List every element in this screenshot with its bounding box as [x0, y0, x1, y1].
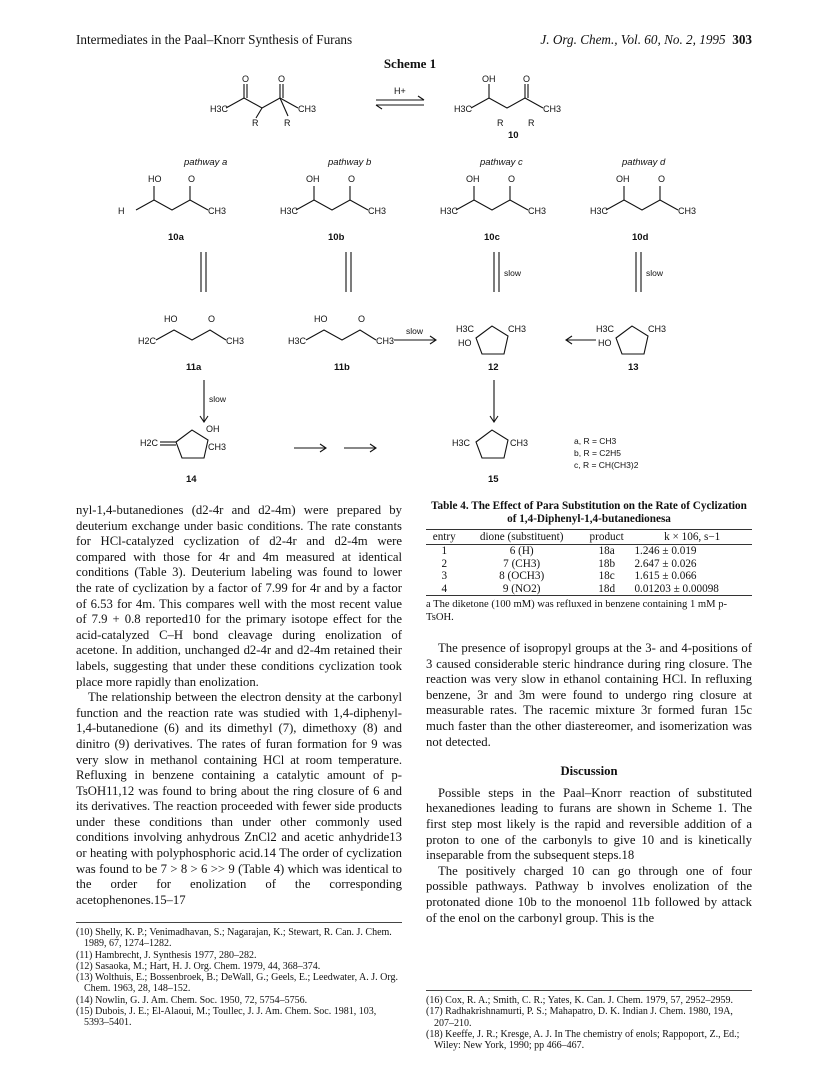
svg-text:H3C: H3C: [596, 324, 615, 334]
svg-text:CH3: CH3: [678, 206, 697, 216]
cell: 2.647 ± 0.026: [634, 557, 697, 570]
svg-text:H3C: H3C: [280, 206, 299, 216]
scheme-title: Scheme 1: [383, 56, 437, 71]
table-row: [426, 558, 752, 571]
cell: 0.01203 ± 0.00098: [632, 583, 752, 596]
footnotes-right: [426, 990, 752, 1051]
svg-text:CH3: CH3: [528, 206, 547, 216]
svg-text:R: R: [528, 118, 535, 128]
svg-text:OH: OH: [616, 174, 630, 184]
cell: 4: [426, 583, 462, 596]
journal-citation: J. Org. Chem., Vol. 60, No. 2, 1995: [540, 32, 726, 47]
svg-text:O: O: [242, 74, 250, 84]
reference: (14) Nowlin, G. J. Am. Chem. Soc. 1950, 72, 5754–5756.: [76, 994, 308, 1006]
paragraph: Possible steps in the Paal–Knorr reaction of substituted hexanediones leading to furans are shown in Scheme 1. The first step most likely is the rapid and reversible addition of a proton to one of the carbonyls to give 10 and is kinetically inseparable from the subsequent steps.18: [426, 785, 752, 863]
svg-text:OH: OH: [206, 424, 220, 434]
svg-text:HO: HO: [598, 338, 612, 348]
compound-label: 15: [488, 474, 499, 485]
svg-text:H3C: H3C: [210, 104, 229, 114]
legend-c: c, R = CH(CH3)2: [574, 460, 639, 470]
table-title: Table 4. The Effect of Para Substitution on the Rate of Cyclization of 1,4-Diphenyl-1,4-butanedionesa: [431, 500, 747, 525]
pathway-b-label: pathway b: [328, 157, 372, 168]
svg-text:H2C: H2C: [140, 438, 159, 448]
compound-label: 10c: [484, 232, 500, 243]
svg-text:O: O: [348, 174, 356, 184]
svg-text:OH: OH: [482, 74, 496, 84]
cell: 9 (NO2): [462, 583, 580, 596]
cell: 6 (H): [509, 545, 534, 557]
paragraph: The relationship between the electron density at the carbonyl function and the reaction rate was studied with 1,4-diphenyl-1,4-butanedione (6) and its dimethyl (7), dimethoxy (8) and dinitro (9) derivatives. The rates of furan formation for 9 was very slow in methanol containing HCl at room temperature. Refluxing in benzene containing a catalytic amount of p-TsOH11,12 was found to bring about the ring closure of 6 and its derivatives. The reaction proceeded with fewer side products under these conditions than under other commonly used conditions involving anhydrous ZnCl2 and acetic anhydride13 or heating with polyphosphoric acid.14 The order of cyclization was found to be 7 > 8 > 6 >> 9 (Table 4) which was identical to the order for enolization of the corresponding acetophenones.15–17: [76, 690, 402, 907]
table-row: [426, 545, 752, 558]
compound-label: 10: [508, 130, 519, 141]
compound-label: 11a: [186, 362, 202, 373]
svg-text:O: O: [208, 314, 216, 324]
svg-text:O: O: [278, 74, 286, 84]
svg-text:OH: OH: [306, 174, 320, 184]
col-rate: k × 106, s−1: [632, 530, 752, 545]
col-entry: entry: [426, 530, 462, 545]
footnotes-left: [76, 922, 402, 1029]
cell: 18b: [598, 557, 616, 570]
svg-text:CH3: CH3: [226, 336, 245, 346]
svg-text:O: O: [358, 314, 366, 324]
running-header-title: Intermediates in the Paal–Knorr Synthesis of Furans: [76, 32, 353, 47]
legend-a: a, R = CH3: [574, 436, 617, 446]
cell: 18c: [598, 570, 615, 582]
page-number: 303: [732, 32, 752, 47]
reference: (10) Shelly, K. P.; Venimadhavan, S.; Nagarajan, K.; Stewart, R. Can. J. Chem. 1989, 67, 1274–1282.: [76, 927, 392, 950]
section-heading: Discussion: [560, 764, 618, 779]
col-product: product: [581, 530, 633, 545]
svg-text:CH3: CH3: [648, 324, 667, 334]
paragraph: The positively charged 10 can go through one of four possible pathways. Pathway b involves enolization of the protonated dione 10b to the monoenol 11b followed by attack of the enol on the carbonyl group. This is the: [426, 863, 752, 925]
svg-text:H3C: H3C: [452, 438, 471, 448]
scheme-1-diagram: [76, 70, 752, 490]
legend-b: b, R = C2H5: [574, 448, 622, 458]
cell: 8 (OCH3): [499, 570, 545, 582]
table-header-row: [426, 530, 752, 545]
svg-text:H3C: H3C: [590, 206, 609, 216]
right-column-text: [426, 641, 752, 926]
svg-text:CH3: CH3: [510, 438, 529, 448]
table-row: [426, 583, 752, 596]
svg-text:O: O: [658, 174, 666, 184]
slow-label-d: slow: [646, 268, 664, 278]
compound-label: 13: [628, 362, 639, 373]
svg-text:R: R: [284, 118, 291, 128]
compound-label: 10a: [168, 232, 184, 243]
compound-label: 11b: [334, 362, 350, 373]
reference: (15) Dubois, J. E.; El-Alaoui, M.; Toullec, J. J. Am. Chem. Soc. 1981, 103, 5393–5401.: [76, 1006, 377, 1029]
svg-text:O: O: [523, 74, 531, 84]
pathway-d-label: pathway d: [622, 157, 666, 168]
svg-text:H: H: [118, 206, 125, 216]
svg-text:H3C: H3C: [288, 336, 307, 346]
svg-text:HO: HO: [148, 174, 162, 184]
reference: (18) Keeffe, J. R.; Kresge, A. J. In The chemistry of enols; Rappoport, Z., Ed.; Wiley: New York, 1990; pp 466–467.: [426, 1028, 740, 1052]
svg-text:CH3: CH3: [376, 336, 395, 346]
svg-text:R: R: [497, 118, 504, 128]
table-row: [426, 570, 752, 583]
svg-text:HO: HO: [164, 314, 178, 324]
slow-label-11b: slow: [406, 326, 424, 336]
slow-label-c: slow: [504, 268, 522, 278]
svg-text:H3C: H3C: [440, 206, 459, 216]
left-column-text: [76, 503, 402, 908]
svg-text:R: R: [252, 118, 259, 128]
compound-label: 14: [186, 474, 197, 485]
svg-text:OH: OH: [466, 174, 480, 184]
svg-text:H3C: H3C: [456, 324, 475, 334]
rate-table: [426, 529, 752, 596]
svg-text:CH3: CH3: [368, 206, 387, 216]
svg-text:HO: HO: [458, 338, 472, 348]
table-footnote: a The diketone (100 mM) was refluxed in benzene containing 1 mM p-TsOH.: [426, 599, 728, 623]
pathway-a-label: pathway a: [184, 157, 228, 168]
svg-text:HO: HO: [314, 314, 328, 324]
cell: 2: [441, 557, 448, 570]
cell: 7 (CH3): [503, 557, 541, 570]
compound-label: 12: [488, 362, 499, 373]
cell: 3: [441, 570, 448, 582]
reference: (17) Radhakrishnamurti, P. S.; Mahapatro, D. K. Indian J. Chem. 1980, 19A, 207–210.: [426, 1006, 733, 1029]
svg-text:CH3: CH3: [508, 324, 527, 334]
compound-label: 10b: [328, 232, 345, 243]
cell: 1.246 ± 0.019: [634, 545, 697, 557]
col-dione: dione (substituent): [462, 530, 580, 545]
compound-label: 10d: [632, 232, 649, 243]
svg-text:CH3: CH3: [298, 104, 317, 114]
svg-text:CH3: CH3: [208, 442, 227, 452]
reference: (16) Cox, R. A.; Smith, C. R.; Yates, K. Can. J. Chem. 1979, 57, 2952–2959.: [426, 995, 733, 1006]
pathway-c-label: pathway c: [480, 157, 523, 168]
running-header-journal: [540, 32, 752, 48]
paragraph: The presence of isopropyl groups at the 3- and 4-positions of 3 caused considerable steric hindrance during ring closure. The reaction was very slow in ethanol containing HCl. In refluxing benzene, 3r and 3m were found to undergo ring closure at measurable rates. The racemic mixture 3r formed furan 15c much faster than the other diastereomer, and isomerization was not detected.: [426, 641, 752, 749]
h-plus-label: H+: [394, 86, 406, 96]
cell: 1.615 ± 0.066: [634, 570, 697, 582]
table-4: [426, 500, 752, 624]
svg-text:CH3: CH3: [208, 206, 227, 216]
svg-text:H3C: H3C: [454, 104, 473, 114]
svg-text:O: O: [508, 174, 516, 184]
cell: 18d: [581, 583, 633, 596]
svg-text:O: O: [188, 174, 196, 184]
reference: (13) Wolthuis, E.; Bossenbroek, B.; DeWall, G.; Geels, E.; Leedwater, A. J. Org. Chem. 1963, 28, 148–152.: [76, 972, 399, 995]
cell: 18a: [598, 545, 615, 557]
cell: 1: [441, 545, 448, 557]
paragraph: nyl-1,4-butanediones (d2-4r and d2-4m) were prepared by deuterium exchange under basic conditions. The rate constants for HCl-catalyzed cyclization of d2-4r and d2-4m were compared with those for 4r and 4m measured at identical conditions (Table 3). Deuterium labeling was found to lower the rate of cyclization by a factor of 7.99 for 4r and by a factor of 6.53 for 4m. This compares well with the most recent value of 7.9 + 0.8 reported10 for the primary isotope effect for the acid-catalyzed C–H bond cleavage during enolization of acetone. In addition, unchanged d2-4r and d2-4m retained their labels, suggesting that under these conditions cyclization took place more rapidly than enolization.: [76, 503, 402, 689]
svg-text:CH3: CH3: [543, 104, 562, 114]
reference: (12) Sasaoka, M.; Hart, H. J. Org. Chem. 1979, 44, 368–374.: [76, 960, 321, 972]
reference: (11) Hambrecht, J. Synthesis 1977, 280–282.: [76, 949, 257, 961]
svg-text:H2C: H2C: [138, 336, 157, 346]
slow-label-11a: slow: [209, 394, 227, 404]
